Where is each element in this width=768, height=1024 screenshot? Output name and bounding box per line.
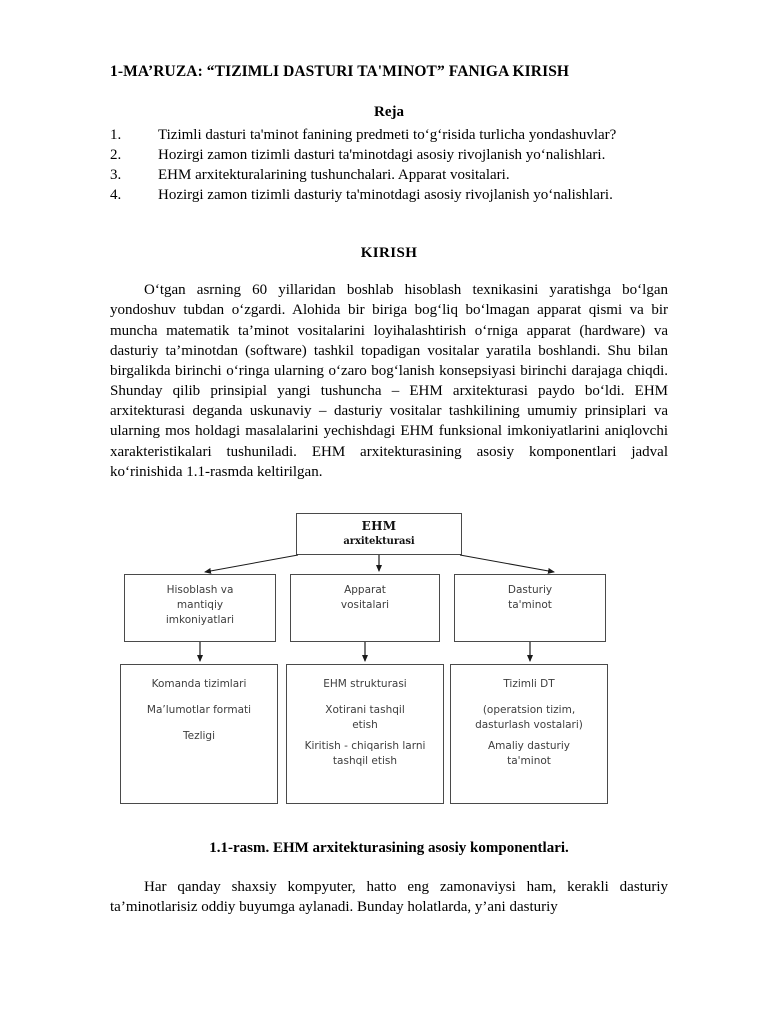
kirish-heading: KIRISH: [360, 245, 418, 262]
list-item: [110, 125, 668, 145]
list-item-number: 2.: [110, 146, 122, 163]
spacer: [121, 718, 277, 729]
list-item-label: Hozirgi zamon tizimli dasturiy ta'minotdagi asosiy rivojlanish yo‘nalishlari.: [158, 187, 613, 204]
diagram-node-struktura-line1: EHM strukturasi: [323, 677, 407, 690]
diagram-node-root: [296, 513, 462, 555]
closing-paragraph: Har qanday shaxsiy kompyuter, hatto eng zamonaviysi ham, kerakli dasturiy ta’minotlarisiz oddiy buyumga aylanadi. Bunday holatlarda, y’ani dasturiy: [110, 878, 668, 916]
reja-heading: Reja: [374, 104, 404, 121]
figure-caption: 1.1-rasm. EHM arxitekturasining asosiy komponentlari.: [209, 839, 569, 856]
spacer: [121, 692, 277, 703]
diagram-node-hisoblash-line2: mantiqiy: [176, 598, 224, 611]
diagram-node-hisoblash: [124, 574, 276, 642]
diagram-node-dasturiy-line1: Dasturiy: [507, 583, 553, 596]
connector-root-to-right: [460, 555, 554, 572]
diagram-node-struktura: [286, 664, 444, 804]
diagram-node-komanda-line1: Komanda tizimlari: [151, 677, 247, 690]
reja-list: [110, 125, 668, 205]
diagram-node-komanda: [120, 664, 278, 804]
intro-paragraph: O‘tgan asrning 60 yillaridan boshlab hisoblash texnikasini yaratishga bo‘lgan yondoshuv tubdan o‘zgardi. Alohida bir biriga bog‘liq bo‘lmagan apparat qismi va bir muncha matematik ta’minot vositalarini loyihalashtirish o‘rniga apparat (hardware) va dasturiy ta’minotdan (software) tashkil topadigan vositalar yaratila boshlandi. Shu bilan birgalikda birinchi o‘ringa ularning o‘zaro bog‘lanish konsepsiyasi birinchi darajaga chiqdi. Shunday qilib prinsipial yangi tushuncha – EHM arxitekturasi paydo bo‘ldi. EHM arxitekturasi deganda uskunaviy – dasturiy vositalar tashkilining umumiy prinsiplari va ularning mos holdagi masalalarini yechishdagi EHM funksional imkoniyatlarini aniqlovchi xarakteristikalari tushuniladi. EHM arxitekturasining asosiy komponentlari jadval ko‘rinishida 1.1-rasmda keltirilgan.: [110, 282, 668, 480]
list-item: [110, 165, 668, 185]
diagram-node-dasturiy: [454, 574, 606, 642]
list-item-number: 3.: [110, 167, 122, 184]
spacer: [287, 692, 443, 703]
list-item-label: Hozirgi zamon tizimli dasturi ta'minotdagi asosiy rivojlanish yo‘nalishlari.: [158, 146, 606, 163]
list-item-label: Tizimli dasturi ta'minot fanining predmeti to‘g‘risida turlicha yondashuvlar?: [158, 126, 617, 143]
diagram-node-tizimli-dt-line4: Amaliy dasturiy: [487, 739, 571, 752]
diagram-node-tizimli-dt: [450, 664, 608, 804]
page-title: 1-MA’RUZA: “TIZIMLI DASTURI TA'MINOT” FANIGA KIRISH: [110, 63, 570, 80]
list-item-label: EHM arxitekturalarining tushunchalari. Apparat vositalari.: [158, 167, 510, 184]
list-item: [110, 185, 668, 205]
diagram-node-hisoblash-line3: imkoniyatlari: [165, 613, 235, 626]
diagram-node-struktura-line3: etish: [352, 718, 378, 731]
diagram-node-apparat: [290, 574, 440, 642]
list-item-number: 4.: [110, 187, 122, 204]
spacer: [451, 692, 607, 703]
diagram-node-struktura-line2: Xotirani tashqil: [325, 703, 405, 716]
connector-root-to-left: [205, 555, 298, 572]
list-item: [110, 145, 668, 165]
diagram-node-tizimli-dt-line5: ta'minot: [507, 754, 551, 767]
diagram-node-komanda-line2: Ma’lumotlar formati: [146, 703, 252, 716]
diagram-node-hisoblash-line1: Hisoblash va: [166, 583, 234, 596]
diagram-node-tizimli-dt-line3: dasturlash vostalari): [475, 718, 583, 731]
diagram-node-komanda-line3: Tezligi: [182, 729, 216, 742]
diagram-node-root-line2: arxitekturasi: [343, 536, 415, 548]
figure-ehm-architecture: [110, 504, 668, 834]
diagram-node-root-line1: EHM: [361, 519, 397, 534]
diagram-node-struktura-line5: tashqil etish: [332, 754, 398, 767]
diagram-canvas: [110, 504, 668, 834]
diagram-node-apparat-line2: vositalari: [340, 598, 390, 611]
diagram-node-tizimli-dt-line1: Tizimli DT: [503, 677, 555, 690]
diagram-node-apparat-line1: Apparat: [344, 583, 386, 596]
document-content: [110, 62, 668, 917]
diagram-node-tizimli-dt-line2: (operatsion tizim,: [482, 703, 576, 716]
diagram-node-dasturiy-line2: ta'minot: [508, 598, 552, 611]
list-item-number: 1.: [110, 126, 122, 143]
diagram-node-struktura-line4: Kiritish - chiqarish larni: [304, 739, 426, 752]
